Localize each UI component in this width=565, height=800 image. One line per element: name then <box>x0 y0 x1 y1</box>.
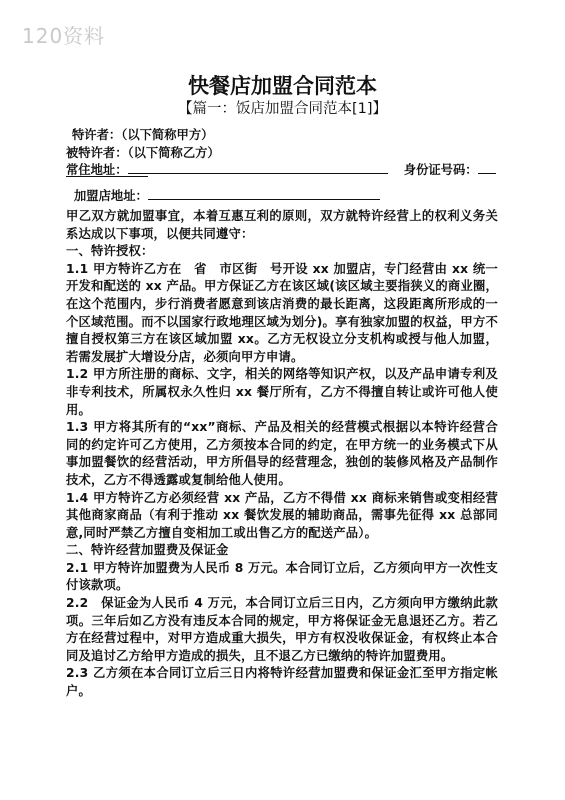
franchisee-line: 被特许者：（以下简称乙方） <box>66 145 220 160</box>
store-address-label: 加盟店地址： <box>74 189 148 203</box>
clause-2-2: 2.2 保证金为人民币 4 万元，本合同订立后三日内，乙方须向甲方缴纳此款项。三年后如乙方没有违反本合同的规定，甲方将保证金无息退还乙方。若乙方在经营过程中，对甲方造成重大损失，甲方有权没收保证金，有权终止本合同及追讨乙方给甲方造成的损失，且不退乙方已缴纳的特许加盟费用。 <box>66 596 498 663</box>
clause-2-1: 2.1 甲方特许加盟费为人民币 8 万元。本合同订立后，乙方须向甲方一次性支付该款项。 <box>66 560 498 593</box>
section-heading-1: 一、特许授权： <box>66 244 154 259</box>
id-number-fill <box>478 162 496 174</box>
section-heading-2: 二、特许经营加盟费及保证金 <box>66 543 229 558</box>
store-address-fill <box>148 188 380 200</box>
divider-short <box>66 175 506 177</box>
store-address-line <box>66 188 506 206</box>
address-fill <box>128 162 388 174</box>
clause-1-3: 1.3 甲方将其所有的“xx”商标、产品及相关的经营模式根据以本特许经营合同的约定许可乙方使用，乙方须按本合同的约定，在甲方统一的业务模式下从事加盟餐饮的经营活动，甲方所倡导的经营理念，独创的装修风格及产品制作技术，乙方不得透露或复制给他人使用。 <box>66 420 498 487</box>
store-address-block <box>66 188 506 206</box>
document-title: 快餐店加盟合同范本 <box>188 74 377 98</box>
address-line <box>66 162 506 180</box>
document-subtitle: 【篇一：饭店加盟合同范本[1]】 <box>177 101 388 117</box>
contract-body <box>66 208 498 701</box>
intro-paragraph: 甲乙双方就加盟事宜，本着互惠互利的原则，双方就特许经营上的权利义务关系达成以下事项，以便共同遵守： <box>66 209 498 241</box>
id-number-label: 身份证号码： <box>403 163 478 178</box>
clause-2-3: 2.3 乙方须在本合同订立后三日内将特许经营加盟费和保证金汇至甲方指定帐户。 <box>66 666 498 699</box>
watermark: 120资料 <box>22 24 106 48</box>
clause-1-1: 1.1 甲方特许乙方在 省 市区街 号开设 xx 加盟店，专门经营由 xx 统一开发和配送的 xx 产品。甲方保证乙方在该区域(该区域主要指狭义的商业圈，在这个范围内，步行消费者愿意到该店消费的最长距离，这段距离所形成的一个区域范围。而不以国家行政地理区域为划分)。享有独家加盟的权益，甲方不擅自授权第三方在该区域加盟 xx。乙方无权设立分支机构或授与他人加盟，若需发展扩大增设分店，必须向甲方申请。 <box>66 261 498 364</box>
parties-block <box>66 127 506 180</box>
clause-1-4: 1.4 甲方特许乙方必须经营 xx 产品，乙方不得借 xx 商标来销售或变相经营其他商家商品（有利于推动 xx 餐饮发展的辅助商品，需事先征得 xx 总部同意,同时严禁乙方擅自变相加工或出售乙方的配送产品）。 <box>66 490 498 540</box>
address-label: 常住地址： <box>66 163 128 178</box>
clause-1-2: 1.2 甲方所注册的商标、文字，相关的网络等知识产权，以及产品申请专利及非专利技术，所属权永久性归 xx 餐厅所有，乙方不得擅自转让或许可他人使用。 <box>66 367 498 417</box>
franchisor-line: 特许者：（以下简称甲方） <box>72 128 214 142</box>
